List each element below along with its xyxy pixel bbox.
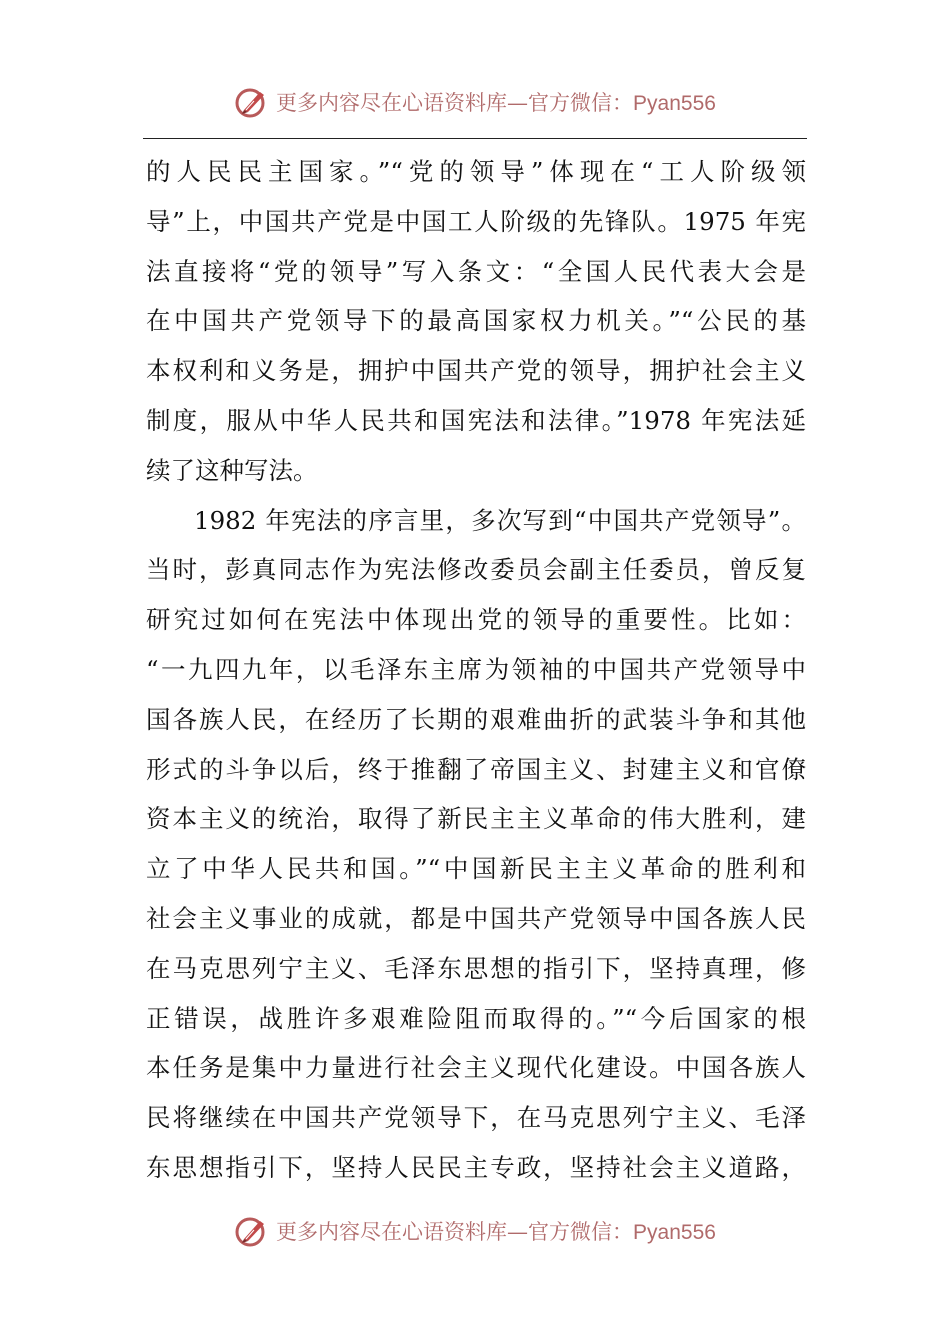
footer-banner-text: 更多内容尽在心语资料库—官方微信：Pyan556 [276, 1220, 716, 1244]
text-line: 民将继续在中国共产党领导下，在马克思列宁主义、毛泽 [146, 1103, 806, 1133]
text-line: 正错误，战胜许多艰难险阻而取得的。”“今后国家的根 [146, 1003, 806, 1033]
text-line: 研究过如何在宪法中体现出党的领导的重要性。比如： [146, 605, 806, 635]
header-banner-text: 更多内容尽在心语资料库—官方微信：Pyan556 [276, 91, 716, 115]
header-divider [143, 138, 807, 139]
text-line: 资本主义的统治，取得了新民主主义革命的伟大胜利，建 [146, 804, 806, 834]
text-line: 形式的斗争以后，终于推翻了帝国主义、封建主义和官僚 [146, 754, 806, 784]
text-line: 1982 年宪法的序言里，多次写到“中国共产党领导”。 [194, 505, 806, 535]
text-line: 国各族人民，在经历了长期的艰难曲折的武装斗争和其他 [146, 704, 806, 734]
document-body [146, 147, 806, 1193]
text-line: 当时，彭真同志作为宪法修改委员会副主任委员，曾反复 [146, 555, 806, 585]
text-line: 在中国共产党领导下的最高国家权力机关。”“公民的基 [146, 306, 806, 336]
text-line: 制度，服从中华人民共和国宪法和法律。”1978 年宪法延 [146, 405, 806, 435]
wechat-id: Pyan556 [633, 92, 716, 115]
text-line: “一九四九年，以毛泽东主席为领袖的中国共产党领导中 [146, 654, 806, 684]
text-line: 本权利和义务是，拥护中国共产党的领导，拥护社会主义 [146, 356, 806, 386]
text-line: 社会主义事业的成就，都是中国共产党领导中国各族人民 [146, 903, 806, 933]
wechat-id: Pyan556 [633, 1221, 716, 1244]
footer-banner [0, 1213, 950, 1249]
pen-nib-logo-icon [234, 1213, 270, 1249]
text-line: 东思想指引下，坚持人民民主专政，坚持社会主义道路， [146, 1152, 806, 1182]
text-line: 在马克思列宁主义、毛泽东思想的指引下，坚持真理，修 [146, 953, 806, 983]
text-line: 立了中华人民共和国。”“中国新民主主义革命的胜利和 [146, 854, 806, 884]
pen-nib-logo-icon [234, 84, 270, 120]
text-line: 续了这种写法。 [146, 455, 318, 485]
header-banner [0, 84, 950, 120]
text-line: 法直接将“党的领导”写入条文：“全国人民代表大会是 [146, 256, 806, 286]
text-line: 本任务是集中力量进行社会主义现代化建设。中国各族人 [146, 1053, 806, 1083]
text-line: 的人民民主国家。”“党的领导”体现在“工人阶级领 [146, 157, 806, 186]
text-line: 导”上，中国共产党是中国工人阶级的先锋队。1975 年宪 [146, 206, 806, 236]
